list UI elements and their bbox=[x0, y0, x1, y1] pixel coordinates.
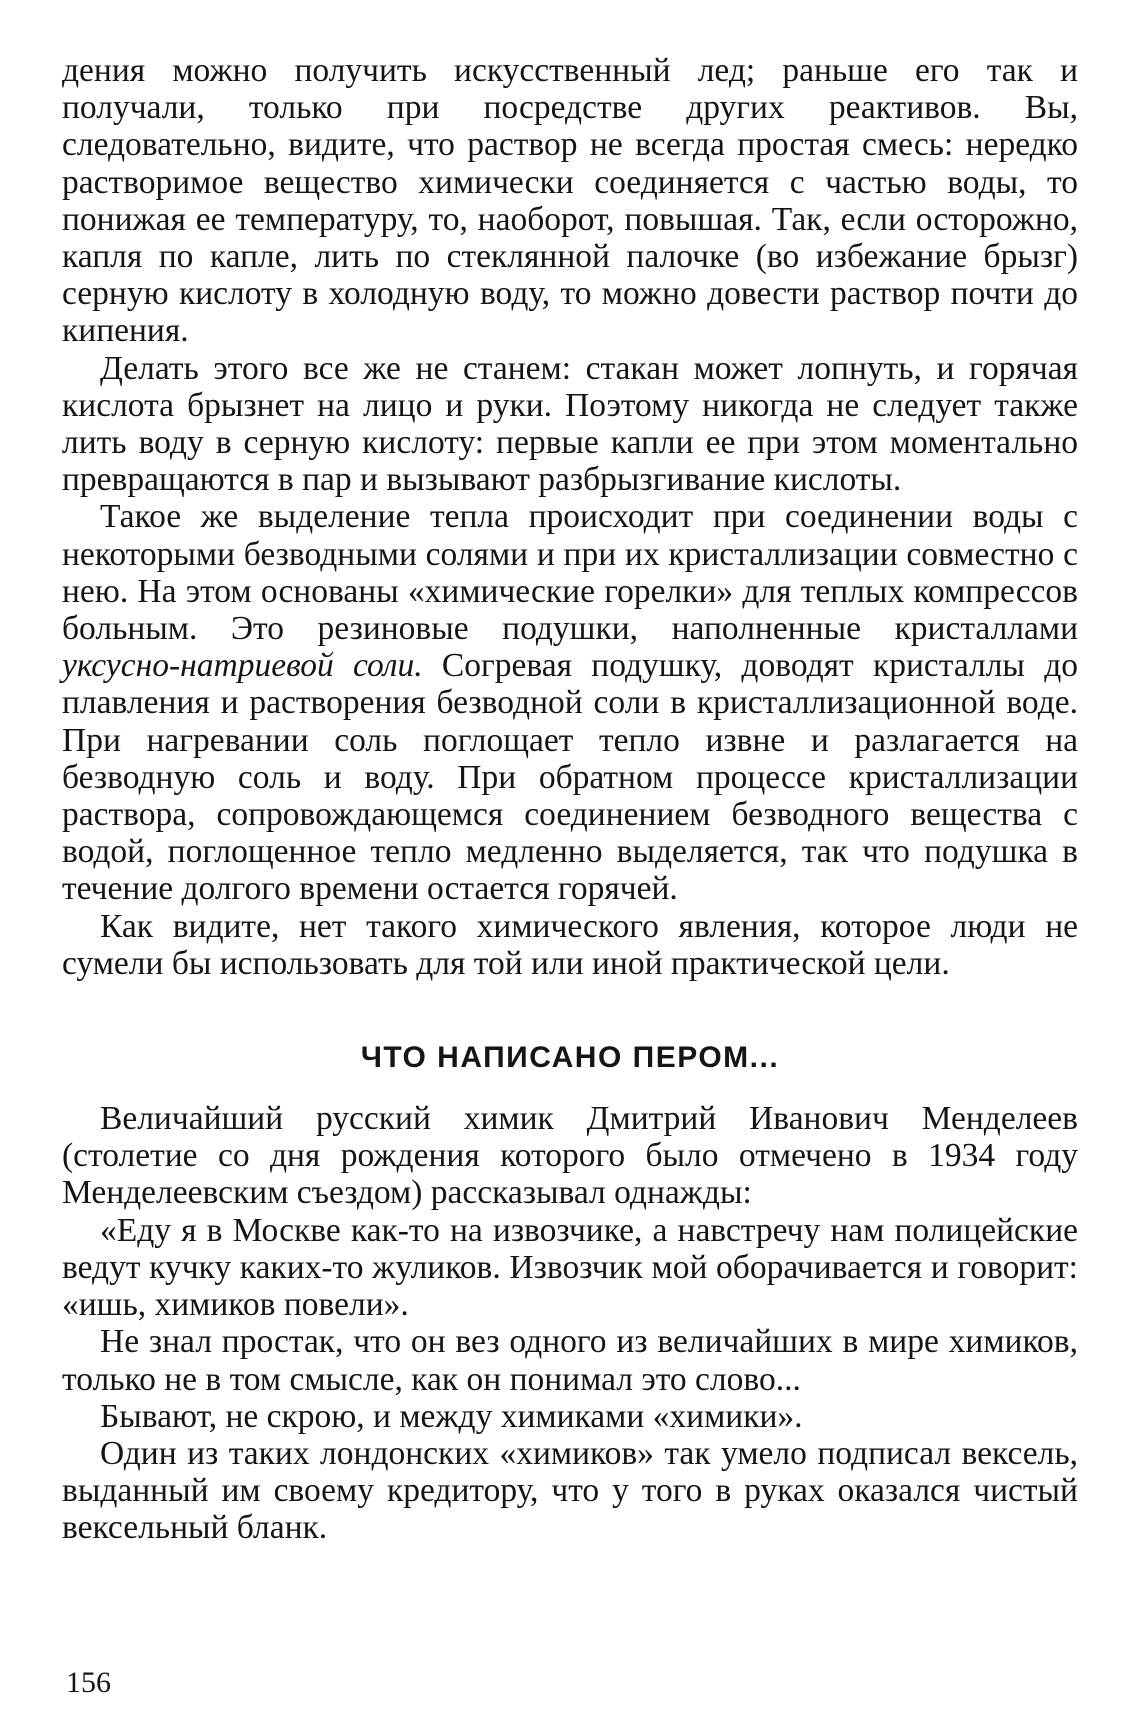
paragraph: дения можно получить искусственный лед; раньше его так и получали, только при посредстве других реактивов. Вы, следовательно, видите, что раствор не всегда простая смесь: нередко растворимое вещество химически соединяется с частью воды, то понижая ее температуру, то, наоборот, повышая. Так, если осторожно, капля по капле, лить по стеклянной палочке (во избежание брызг) серную кислоту в холодную воду, то можно довести раствор почти до кипения. bbox=[62, 52, 1078, 350]
paragraph: Как видите, нет такого химического явления, которое люди не сумели бы использовать для той или иной практической цели. bbox=[62, 907, 1078, 982]
paragraph: Делать этого все же не станем: стакан может лопнуть, и горячая кислота брызнет на лицо и руки. Поэтому никогда не следует также лить воду в серную кислоту: первые капли ее при этом моментально превращаются в пар и вызывают разбрызгивание кислоты. bbox=[62, 349, 1078, 499]
paragraph: Не знал простак, что он вез одного из величайших в мире химиков, только не в том смысле, как он понимал это слово... bbox=[62, 1323, 1078, 1398]
paragraph bbox=[62, 498, 1078, 907]
section-heading: ЧТО НАПИСАНО ПЕРОМ... bbox=[360, 1041, 780, 1075]
book-page bbox=[62, 52, 1078, 1547]
paragraph: Величайший русский химик Дмитрий Иванович Менделеев (столетие со дня рождения которого было отмечено в 1934 году Менделеевским съездом) рассказывал однажды: bbox=[62, 1100, 1078, 1212]
paragraph: Один из таких лондонских «химиков» так умело подписал вексель, выданный им своему кредитору, что у того в руках оказался чистый вексельный бланк. bbox=[62, 1434, 1078, 1547]
page-number: 156 bbox=[66, 1666, 111, 1699]
paragraph-text: Согревая подушку, доводят кристаллы до плавления и растворения безводной соли в кристаллизационной воде. При нагревании соль поглощает тепло извне и разлагается на безводную соль и воду. При обратном процессе кристаллизации раствора, сопровождающемся соединением безводного вещества с водой, поглощенное тепло медленно выделяется, так что подушка в течение долгого времени остается горячей. bbox=[62, 647, 1078, 908]
paragraph: «Еду я в Москве как-то на извозчике, а навстречу нам полицейские ведут кучку каких-то жуликов. Извозчик мой оборачивается и говорит: «ишь, химиков повели». bbox=[62, 1211, 1078, 1324]
paragraph-text: Такое же выделение тепла происходит при соединении воды с некоторыми безводными солями и при их кристаллизации совместно с нею. На этом основаны «химические горелки» для теплых компрессов больным. Это резиновые подушки, наполненные кристаллами bbox=[62, 498, 1078, 648]
paragraph: Бывают, не скрою, и между химиками «химики». bbox=[100, 1397, 803, 1435]
section-gap bbox=[62, 982, 1078, 1040]
italic-term: уксусно-натриевой соли. bbox=[62, 647, 423, 685]
